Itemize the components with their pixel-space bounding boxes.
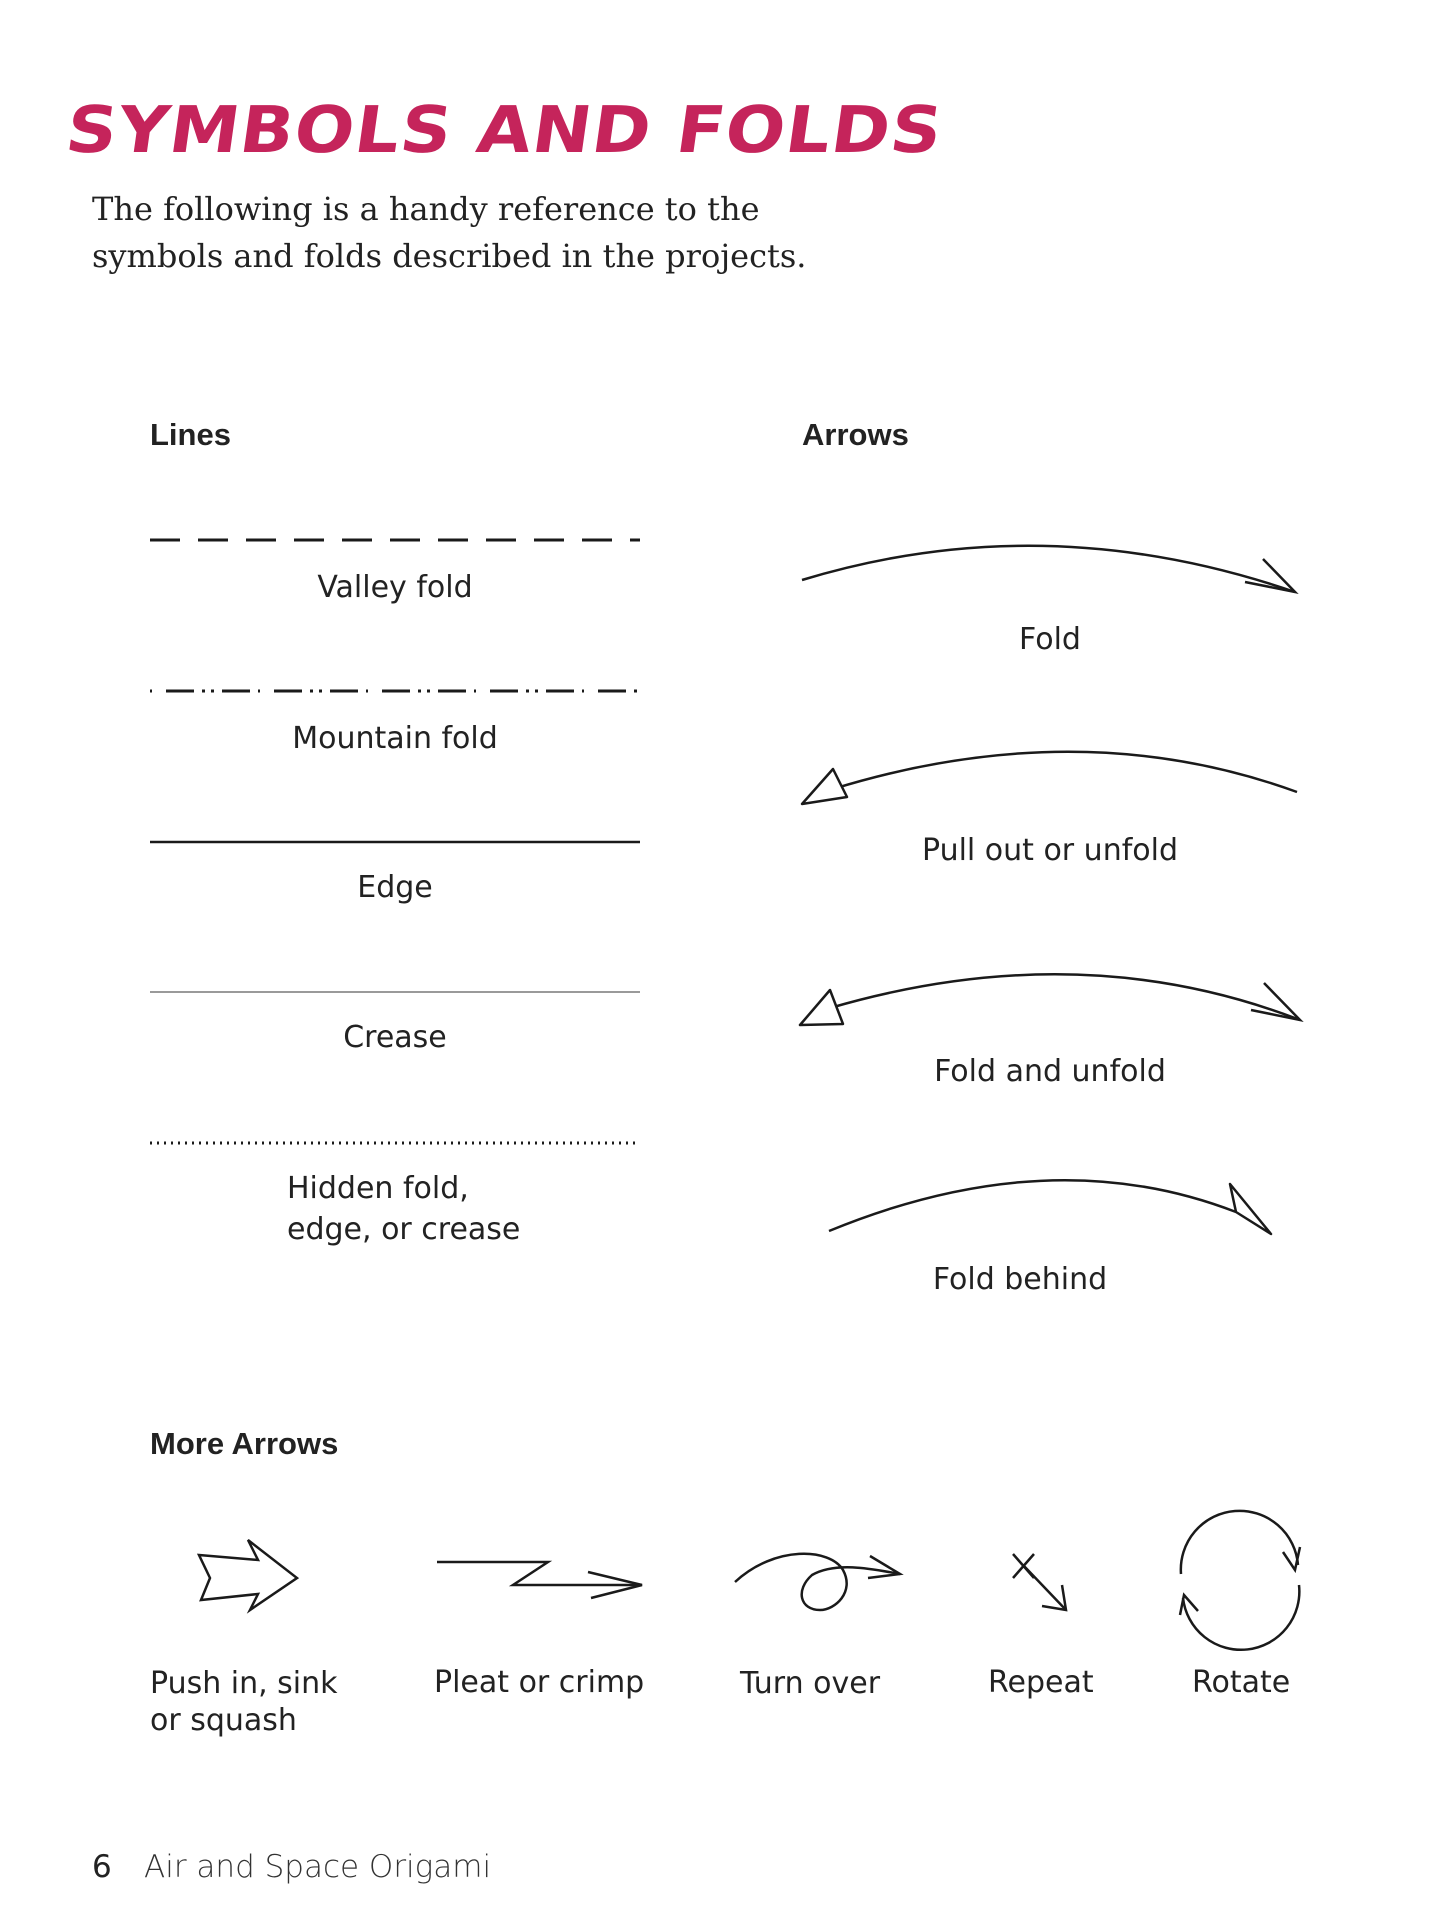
hidden-fold-label: Hidden fold, edge, or crease: [287, 1171, 521, 1247]
push-in-label: Push in, sink or squash: [150, 1666, 338, 1738]
fold-and-unfold-label: Fold and unfold: [934, 1054, 1166, 1089]
arrows-heading: Arrows: [802, 417, 909, 452]
intro-text: The following is a handy reference to the symbols and folds described in the projects.: [92, 190, 807, 275]
mountain-fold-label: Mountain fold: [292, 721, 498, 756]
page-title: SYMBOLS AND FOLDS: [61, 92, 948, 168]
lines-heading: Lines: [150, 417, 231, 452]
unfold-label: Pull out or unfold: [922, 833, 1178, 868]
page-number: 6: [92, 1849, 112, 1885]
valley-fold-label: Valley fold: [317, 570, 473, 605]
repeat-label: Repeat: [988, 1665, 1094, 1700]
fold-behind-label: Fold behind: [932, 1262, 1108, 1297]
book-title: Air and Space Origami: [144, 1849, 492, 1885]
more-arrows-heading: More Arrows: [150, 1426, 339, 1461]
crease-label: Crease: [343, 1020, 447, 1055]
pleat-label: Pleat or crimp: [434, 1665, 645, 1700]
edge-label: Edge: [357, 870, 433, 905]
rotate-label: Rotate: [1192, 1665, 1291, 1700]
fold-label: Fold: [1019, 622, 1081, 657]
turn-over-label: Turn over: [740, 1666, 881, 1701]
